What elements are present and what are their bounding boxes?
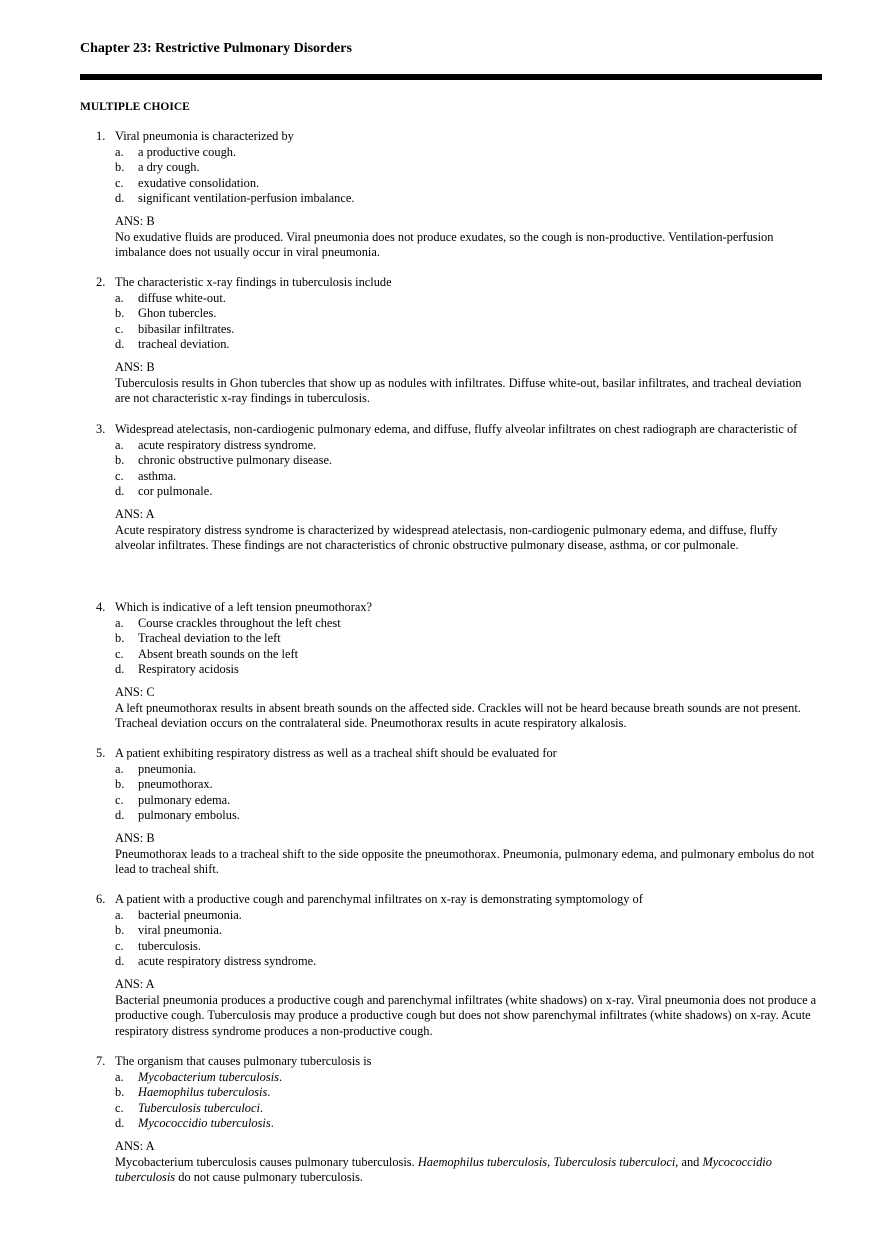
option-text: asthma.	[138, 468, 177, 483]
option-c	[96, 647, 818, 663]
option-letter: d.	[115, 1116, 125, 1131]
answer-key: ANS: A	[115, 976, 155, 991]
question-number: 2.	[96, 275, 106, 289]
rationale-text: , and	[675, 1154, 703, 1169]
question-1	[96, 129, 818, 261]
question-text: A patient exhibiting respiratory distress as well as a tracheal shift should be evaluated for	[115, 746, 557, 760]
rationale-organism: Mycococcidio tuberculosis	[115, 1154, 772, 1185]
question-stem	[96, 129, 818, 145]
option-letter: b.	[115, 160, 125, 175]
answer-key: ANS: B	[115, 830, 155, 845]
option-letter: a.	[115, 437, 124, 452]
option-c	[96, 322, 818, 338]
rationale: Pneumothorax leads to a tracheal shift to the side opposite the pneumothorax. Pneumonia, pulmonary edema, and pulmonary embolus do not lead to tracheal shift.	[115, 846, 815, 877]
option-letter: c.	[115, 792, 124, 807]
option-b	[96, 306, 818, 322]
option-b	[96, 777, 818, 793]
option-text: Haemophilus tuberculosis	[138, 1085, 268, 1100]
option-letter: c.	[115, 646, 124, 661]
header-rule	[80, 74, 822, 80]
option-text: cor pulmonale.	[138, 484, 213, 499]
question-4	[96, 600, 818, 732]
option-letter: b.	[115, 453, 125, 468]
option-a	[96, 438, 818, 454]
option-letter: d.	[115, 191, 125, 206]
answer-key: ANS: C	[115, 684, 155, 699]
rationale-text: do not cause pulmonary tuberculosis.	[175, 1170, 364, 1185]
option-text: chronic obstructive pulmonary disease.	[138, 453, 333, 468]
option-c	[96, 176, 818, 192]
option-b	[96, 1085, 818, 1101]
option-letter: d.	[115, 954, 125, 969]
rationale: Bacterial pneumonia produces a productive cough and parenchymal infiltrates (white shadows) on x-ray. Viral pneumonia does not produce a productive cough. Tuberculosis may produce a productive cough but does not show parenchymal infiltrates (white shadows) on x-ray. Acute respiratory distress syndrome produces a non-productive cough.	[115, 992, 817, 1038]
question-text: Viral pneumonia is characterized by	[115, 129, 294, 143]
option-letter: a.	[115, 615, 124, 630]
option-letter: a.	[115, 1069, 124, 1084]
option-letter: b.	[115, 306, 125, 321]
question-number: 5.	[96, 746, 106, 760]
option-b	[96, 453, 818, 469]
question-text: Widespread atelectasis, non-cardiogenic pulmonary edema, and diffuse, fluffy alveolar infiltrates on chest radiograph are characteristic of	[115, 422, 798, 436]
option-letter: c.	[115, 1100, 124, 1115]
option-d	[96, 662, 818, 678]
question-stem	[96, 422, 818, 438]
option-letter: a.	[115, 761, 124, 776]
question-text: The characteristic x-ray findings in tuberculosis include	[115, 275, 392, 289]
question-2	[96, 275, 818, 407]
question-stem	[96, 600, 818, 616]
rationale-text: Mycobacterium tuberculosis causes pulmonary tuberculosis.	[115, 1154, 418, 1169]
option-letter: b.	[115, 631, 125, 646]
option-text: bibasilar infiltrates.	[138, 321, 235, 336]
question-stem	[96, 1054, 818, 1070]
rationale-text: ,	[547, 1154, 554, 1169]
option-a	[96, 291, 818, 307]
option-text: Mycobacterium tuberculosis	[138, 1069, 279, 1084]
option-text: bacterial pneumonia.	[138, 907, 242, 922]
option-a	[96, 616, 818, 632]
question-number: 3.	[96, 422, 106, 436]
question-text: A patient with a productive cough and parenchymal infiltrates on x-ray is demonstrating symptomology of	[115, 892, 643, 906]
option-d	[96, 808, 818, 824]
question-stem	[96, 746, 818, 762]
question-text: The organism that causes pulmonary tuberculosis is	[115, 1054, 372, 1068]
chapter-title: Chapter 23: Restrictive Pulmonary Disorders	[80, 41, 352, 56]
option-c	[96, 793, 818, 809]
option-text: Mycococcidio tuberculosis	[138, 1116, 271, 1131]
section-label: MULTIPLE CHOICE	[80, 101, 190, 113]
question-number: 4.	[96, 600, 106, 614]
option-a	[96, 145, 818, 161]
rationale-organism: Tuberculosis tuberculoci	[553, 1154, 676, 1169]
option-letter: b.	[115, 923, 125, 938]
option-letter: c.	[115, 321, 124, 336]
option-letter: d.	[115, 484, 125, 499]
option-text: tracheal deviation.	[138, 337, 230, 352]
option-text: Tuberculosis tuberculoci	[138, 1100, 260, 1115]
option-b	[96, 923, 818, 939]
option-text: Course crackles throughout the left chest	[138, 615, 341, 630]
option-letter: a.	[115, 290, 124, 305]
question-5	[96, 746, 818, 878]
rationale-organism: Haemophilus tuberculosis	[417, 1154, 548, 1169]
option-d	[96, 954, 818, 970]
question-text: Which is indicative of a left tension pneumothorax?	[115, 600, 373, 614]
option-letter: a.	[115, 907, 124, 922]
option-letter: b.	[115, 777, 125, 792]
question-stem	[96, 892, 818, 908]
option-b	[96, 160, 818, 176]
answer-key: ANS: B	[115, 213, 155, 228]
option-c	[96, 939, 818, 955]
answer-key: ANS: A	[115, 1138, 155, 1153]
option-text: viral pneumonia.	[138, 923, 222, 938]
option-c	[96, 469, 818, 485]
option-a	[96, 908, 818, 924]
question-number: 6.	[96, 892, 106, 906]
rationale: Tuberculosis results in Ghon tubercles that show up as nodules with infiltrates. Diffuse white-out, basilar infiltrates, and tracheal deviation are not characteristic x-ray findings in tuberculosis.	[115, 375, 802, 406]
option-c	[96, 1101, 818, 1117]
option-text: Absent breath sounds on the left	[138, 646, 299, 661]
option-suffix: .	[267, 1085, 271, 1100]
option-text: significant ventilation-perfusion imbalance.	[138, 191, 355, 206]
answer-key: ANS: B	[115, 359, 155, 374]
option-letter: d.	[115, 337, 125, 352]
question-stem	[96, 275, 818, 291]
option-d	[96, 337, 818, 353]
option-text: Respiratory acidosis	[138, 662, 239, 677]
option-text: pneumonia.	[138, 761, 197, 776]
option-letter: c.	[115, 938, 124, 953]
option-text: acute respiratory distress syndrome.	[138, 437, 317, 452]
option-suffix: .	[270, 1116, 274, 1131]
question-3	[96, 422, 818, 554]
option-text: Ghon tubercles.	[138, 306, 217, 321]
option-text: tuberculosis.	[138, 938, 201, 953]
question-6	[96, 892, 818, 1039]
option-d	[96, 191, 818, 207]
option-a	[96, 762, 818, 778]
rationale: A left pneumothorax results in absent breath sounds on the affected side. Crackles will not be heard because breath sounds are not present. Tracheal deviation occurs on the contralateral side. Pneumothorax results in acute respiratory alkalosis.	[115, 700, 801, 731]
question-7	[96, 1054, 818, 1186]
option-text: exudative consolidation.	[138, 175, 260, 190]
option-text: a productive cough.	[138, 144, 237, 159]
option-text: acute respiratory distress syndrome.	[138, 954, 317, 969]
option-letter: d.	[115, 662, 125, 677]
question-number: 1.	[96, 129, 106, 143]
option-d	[96, 1116, 818, 1132]
option-suffix: .	[259, 1100, 264, 1115]
option-text: diffuse white-out.	[138, 290, 226, 305]
rationale: No exudative fluids are produced. Viral pneumonia does not produce exudates, so the cough is non-productive. Ventilation-perfusion imbalance does not usually occur in viral pneumonia.	[115, 229, 774, 260]
answer-key: ANS: A	[115, 506, 155, 521]
rationale	[96, 1155, 818, 1186]
option-text: Tracheal deviation to the left	[138, 631, 281, 646]
option-text: pulmonary embolus.	[138, 808, 240, 823]
option-letter: c.	[115, 175, 124, 190]
option-text: pneumothorax.	[138, 777, 213, 792]
rationale: Acute respiratory distress syndrome is characterized by widespread atelectasis, non-cardiogenic pulmonary edema, and diffuse, fluffy alveolar infiltrates. These findings are not characteristics of chronic obstructive pulmonary disease, asthma, or cor pulmonale.	[115, 522, 778, 553]
option-letter: c.	[115, 468, 124, 483]
option-letter: d.	[115, 808, 125, 823]
option-d	[96, 484, 818, 500]
option-a	[96, 1070, 818, 1086]
option-letter: a.	[115, 144, 124, 159]
option-suffix: .	[278, 1069, 283, 1084]
option-b	[96, 631, 818, 647]
question-number: 7.	[96, 1054, 106, 1068]
option-letter: b.	[115, 1085, 125, 1100]
option-text: a dry cough.	[138, 160, 200, 175]
option-text: pulmonary edema.	[138, 792, 231, 807]
